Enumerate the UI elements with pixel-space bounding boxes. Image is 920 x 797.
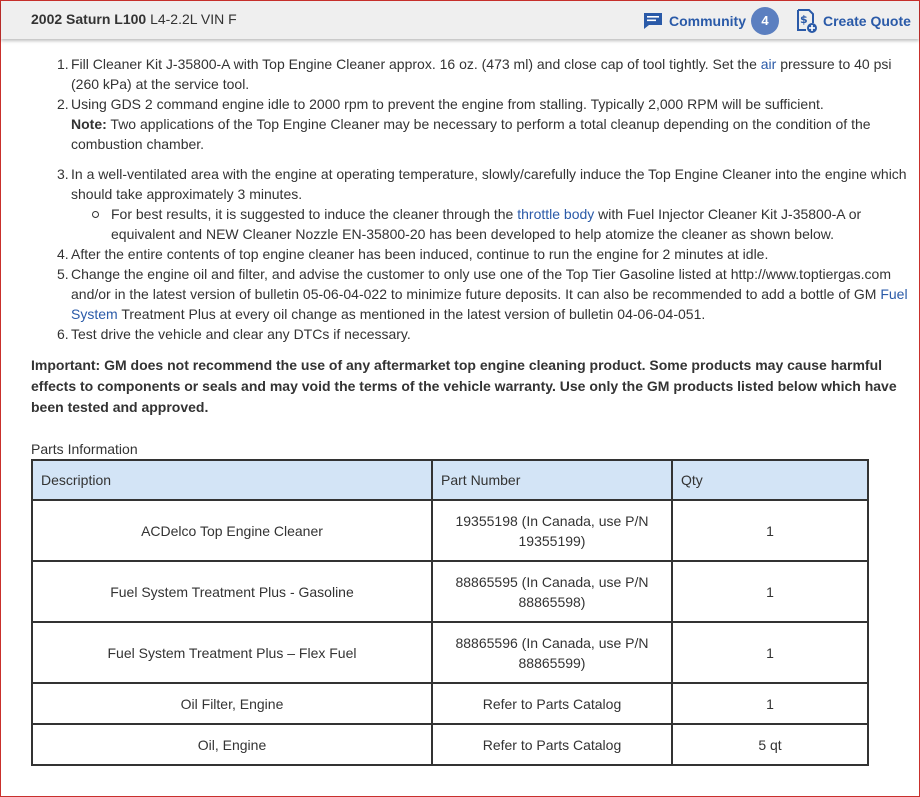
step-1 (31, 54, 911, 94)
parts-table (31, 459, 869, 766)
column-header-qty: Qty (672, 460, 868, 500)
table-row (32, 622, 868, 683)
table-row (32, 683, 868, 724)
step-text: Test drive the vehicle and clear any DTCs if necessary. (71, 326, 411, 342)
cell-part-number: 88865595 (In Canada, use P/N 88865598) (432, 561, 672, 622)
cell-part-number: Refer to Parts Catalog (432, 683, 672, 724)
step-6 (31, 324, 911, 344)
step-3-sub-item (31, 204, 911, 244)
top-bar (1, 1, 919, 39)
step-number: 4. (57, 246, 69, 262)
fuel-system-link[interactable]: Fuel System (71, 286, 908, 322)
step-5 (31, 264, 911, 324)
cell-qty: 1 (672, 500, 868, 561)
important-notice: Important: GM does not recommend the use of any aftermarket top engine cleaning product. Some products may cause harmful effects to components or seals and may void the terms of the vehicle warranty. Use only the GM products listed below which have been tested and approved. (31, 357, 897, 415)
dollar-document-icon (795, 8, 819, 34)
column-header-part-number: Part Number (432, 460, 672, 500)
step-text: After the entire contents of top engine cleaner has been induced, continue to run the engine for 2 minutes at idle. (71, 246, 769, 262)
cell-part-number: 88865596 (In Canada, use P/N 88865599) (432, 622, 672, 683)
cell-qty: 1 (672, 561, 868, 622)
step-text: Treatment Plus at every oil change as mentioned in the latest version of bulletin 04-06-04-051. (117, 306, 706, 322)
cell-qty: 1 (672, 683, 868, 724)
cell-qty: 1 (672, 622, 868, 683)
sub-text: For best results, it is suggested to induce the cleaner through the (111, 206, 518, 222)
vehicle-name: 2002 Saturn L100 (31, 11, 147, 27)
cell-part-number: 19355198 (In Canada, use P/N 19355199) (432, 500, 672, 561)
parts-information-title: Parts Information (31, 441, 138, 457)
vehicle-title (31, 11, 237, 27)
community-label: Community (669, 13, 746, 29)
cell-description: Oil Filter, Engine (32, 683, 432, 724)
community-button[interactable] (643, 8, 779, 34)
sub-text: with Fuel Injector Cleaner Kit J-35800-A or equivalent and NEW Cleaner Nozzle EN-35800-20 has been developed to help atomize the cleaner as shown below. (111, 206, 862, 242)
create-quote-button[interactable] (795, 7, 911, 35)
column-header-description: Description (32, 460, 432, 500)
chat-bubble-icon (643, 12, 663, 30)
cell-description: ACDelco Top Engine Cleaner (32, 500, 432, 561)
cell-description: Oil, Engine (32, 724, 432, 765)
table-header-row (32, 460, 868, 500)
note-text: Two applications of the Top Engine Cleaner may be necessary to perform a total cleanup depending on the condition of the combustion chamber. (71, 116, 871, 152)
throttle-body-link[interactable]: throttle body (517, 206, 595, 222)
step-text: Using GDS 2 command engine idle to 2000 rpm to prevent the engine from stalling. Typically 2,000 RPM will be sufficient. (71, 96, 824, 112)
step-3 (31, 164, 911, 204)
cell-description: Fuel System Treatment Plus – Flex Fuel (32, 622, 432, 683)
cell-part-number: Refer to Parts Catalog (432, 724, 672, 765)
step-number: 5. (57, 266, 69, 282)
circle-bullet-icon (92, 211, 99, 218)
step-number: 2. (57, 96, 69, 112)
cell-description: Fuel System Treatment Plus - Gasoline (32, 561, 432, 622)
step-4 (31, 244, 911, 264)
table-row (32, 500, 868, 561)
step-note (71, 114, 911, 154)
procedure-steps (31, 54, 911, 344)
step-number: 3. (57, 166, 69, 182)
table-row (32, 724, 868, 765)
community-count-badge: 4 (751, 7, 779, 35)
cell-qty: 5 qt (672, 724, 868, 765)
step-2 (31, 94, 911, 154)
create-quote-label: Create Quote (823, 13, 911, 29)
note-label: Note: (71, 116, 107, 132)
step-text: pressure to 40 psi (260 kPa) at the service tool. (71, 56, 892, 92)
step-number: 6. (57, 326, 69, 342)
engine-spec: L4-2.2L VIN F (150, 11, 237, 27)
step-text: Change the engine oil and filter, and advise the customer to only use one of the Top Tier Gasoline listed at http://www.toptiergas.com and/or in the latest version of bulletin 05-06-04-022 to minimize future deposits. It can also be recommended to add a bottle of GM (71, 266, 892, 302)
air-link[interactable]: air (760, 56, 777, 72)
table-row (32, 561, 868, 622)
step-text: Fill Cleaner Kit J-35800-A with Top Engine Cleaner approx. 16 oz. (473 ml) and close cap of tool tightly. Set the (71, 56, 761, 72)
step-number: 1. (57, 56, 69, 72)
svg-text:$: $ (800, 13, 808, 26)
step-text: In a well-ventilated area with the engine at operating temperature, slowly/carefully induce the Top Engine Cleaner into the engine which should take approximately 3 minutes. (71, 166, 907, 202)
